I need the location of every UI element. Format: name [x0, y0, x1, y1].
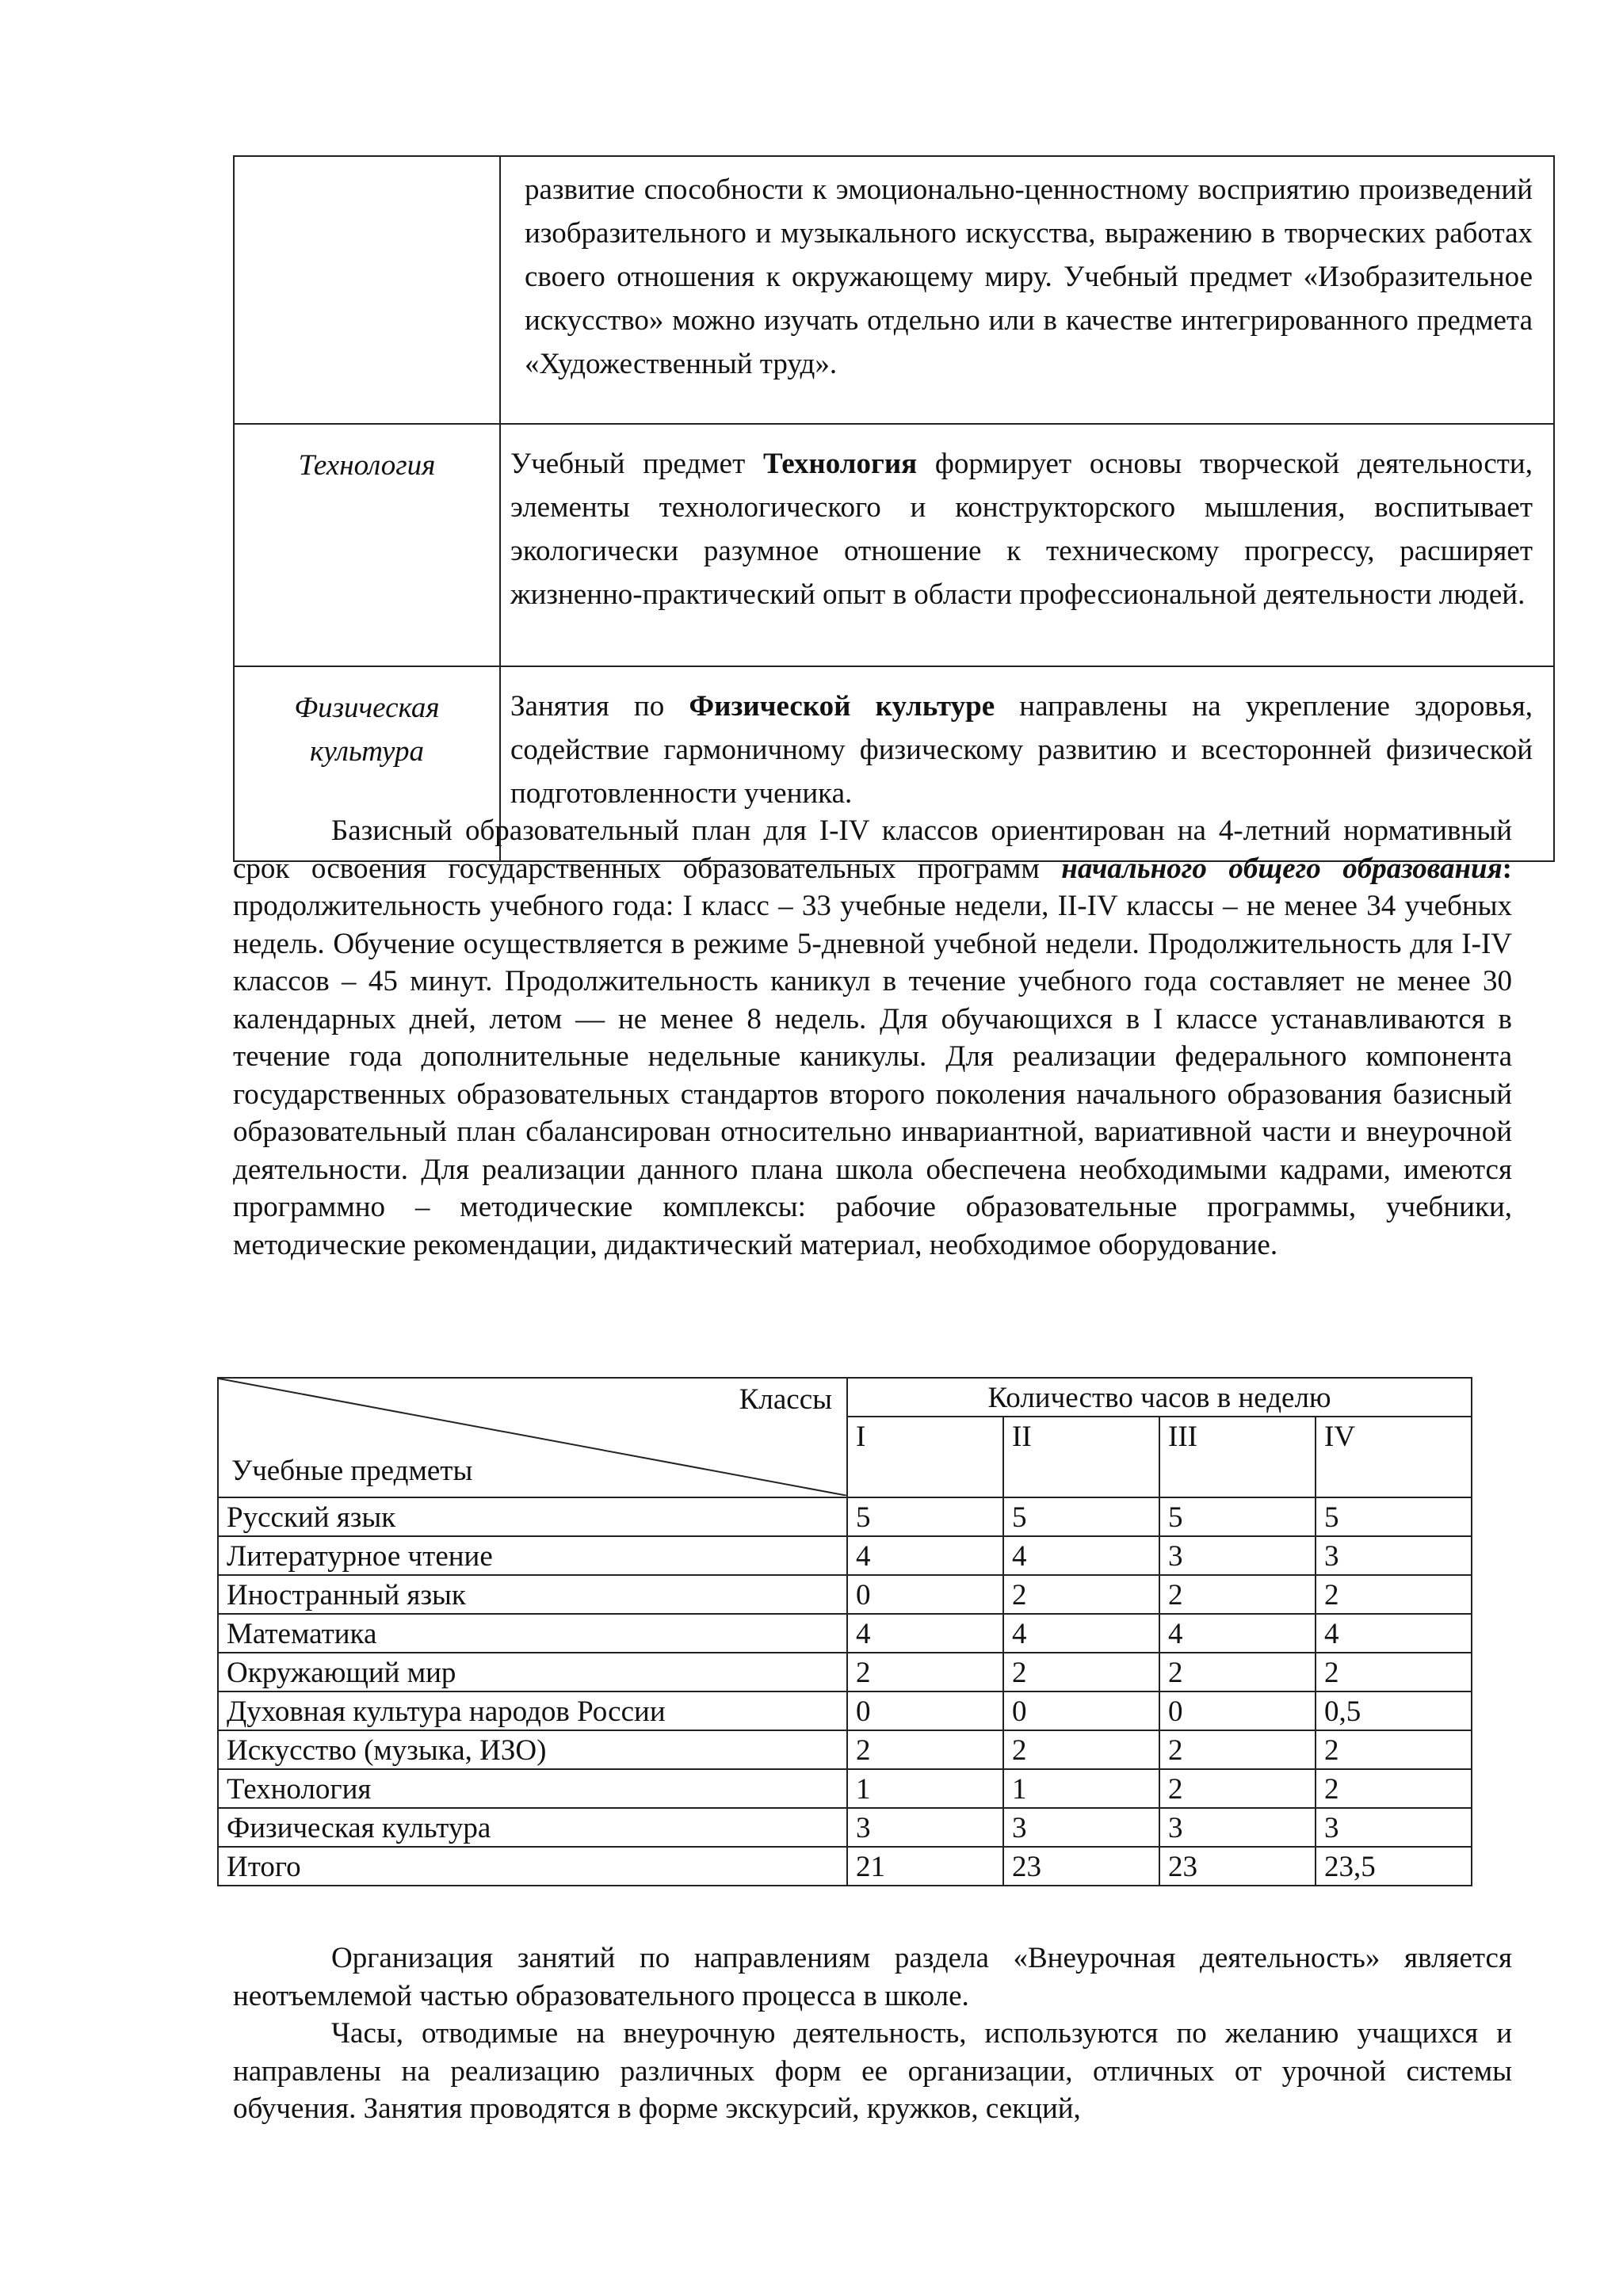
- hours-value-cell: 1: [847, 1769, 1003, 1808]
- hours-value-cell: 2: [1003, 1730, 1159, 1769]
- hours-value-cell: 3: [847, 1808, 1003, 1847]
- hours-value-cell: 5: [847, 1497, 1003, 1536]
- hours-value-cell: 4: [1003, 1536, 1159, 1575]
- subject-name-cell: Технология: [234, 424, 500, 666]
- hours-value-cell: 2: [1003, 1653, 1159, 1691]
- hours-value-cell: 0: [1003, 1691, 1159, 1730]
- hours-value-cell: 2: [1159, 1653, 1316, 1691]
- class-header-cell: I: [847, 1417, 1003, 1497]
- table-row: [218, 1614, 1472, 1653]
- subject-cell: Искусство (музыка, ИЗО): [218, 1730, 847, 1769]
- subject-cell: Литературное чтение: [218, 1536, 847, 1575]
- table-row: [218, 1808, 1472, 1847]
- table-row: [234, 424, 1554, 666]
- hours-value-cell: 0: [1159, 1691, 1316, 1730]
- hours-value-cell: 21: [847, 1847, 1003, 1886]
- table-row: [218, 1575, 1472, 1614]
- description-text: направлены на укрепление здоровья, содействие гармоничному физическому развитию и всесторонней физической подготовленности ученика.: [510, 690, 1533, 810]
- subject-cell: Духовная культура народов России: [218, 1691, 847, 1730]
- hours-value-cell: 3: [1159, 1808, 1316, 1847]
- hours-value-cell: 3: [1003, 1808, 1159, 1847]
- hours-value-cell: 3: [1159, 1536, 1316, 1575]
- description-bold-subject: Технология: [762, 448, 918, 480]
- hours-value-cell: 4: [847, 1614, 1003, 1653]
- table-header-row: [218, 1378, 1472, 1417]
- subject-cell: Окружающий мир: [218, 1653, 847, 1691]
- description-text: формирует основы творческой деятельности, элементы технологического и конструкторского мышления, воспитывает экологически разумное отношение к техническому прогрессу, расширяет жизненно-практический опыт в области профессиональной деятельности людей.: [510, 448, 1533, 611]
- subject-name-line: Физическая: [294, 692, 440, 724]
- hours-value-cell: 5: [1316, 1497, 1472, 1536]
- hours-value-cell: 1: [1003, 1769, 1159, 1808]
- hours-value-cell: 4: [1003, 1614, 1159, 1653]
- table-row: [218, 1730, 1472, 1769]
- paragraph-hours-usage: Часы, отводимые на внеурочную деятельность, используются по желанию учащихся и направлены на реализацию различных форм ее организации, отличных от урочной системы обучения. Занятия проводятся в форме экскурсий, кружков, секций,: [233, 2017, 1512, 2125]
- class-header-cell: II: [1003, 1417, 1159, 1497]
- hours-value-cell: 5: [1159, 1497, 1316, 1536]
- hours-value-cell: 2: [1316, 1653, 1472, 1691]
- subject-cell: Итого: [218, 1847, 847, 1886]
- class-header-cell: III: [1159, 1417, 1316, 1497]
- hours-value-cell: 2: [1316, 1769, 1472, 1808]
- hours-value-cell: 2: [1316, 1575, 1472, 1614]
- hours-table-body: [218, 1497, 1472, 1886]
- subject-description-cell: [500, 424, 1554, 666]
- paragraph-emphasis: начального общего образования: [1061, 852, 1503, 885]
- hours-value-cell: 2: [1316, 1730, 1472, 1769]
- weekly-hours-table: [217, 1377, 1472, 1886]
- hours-value-cell: 0: [847, 1575, 1003, 1614]
- table-row: [218, 1497, 1472, 1536]
- hours-value-cell: 2: [847, 1730, 1003, 1769]
- description-text: Учебный предмет: [510, 448, 763, 480]
- hours-value-cell: 2: [1159, 1575, 1316, 1614]
- table-row: [218, 1653, 1472, 1691]
- subject-cell: Русский язык: [218, 1497, 847, 1536]
- subject-description-table: [233, 155, 1555, 862]
- hours-value-cell: 4: [847, 1536, 1003, 1575]
- corner-label-classes: Классы: [739, 1383, 832, 1416]
- table-row: [234, 156, 1554, 424]
- table-row: [218, 1536, 1472, 1575]
- corner-label-subjects: Учебные предметы: [231, 1455, 473, 1487]
- paragraph-text: продолжительность учебного года: I класс – 33 учебные недели, II-IV классы – не менее 34 учебных недель. Обучение осуществляется в режиме 5-дневной учебной недели. Продолжительность для I-IV классов – 45 минут. Продолжительность каникул в течение учебного года составляет не менее 30 календарных дней, летом — не менее 8 недель. Для обучающихся в I классе устанавливаются в течение года дополнительные недельные каникулы. Для реализации федерального компонента государственных образовательных стандартов второго поколения начального образования базисный образовательный план сбалансирован относительно инвариантной, вариативной части и внеурочной деятельности. Для реализации данного плана школа обеспечена необходимыми кадрами, имеются программно – методические комплексы: рабочие образовательные программы, учебники, методические рекомендации, дидактический материал, необходимое оборудование.: [233, 890, 1513, 1261]
- hours-value-cell: 4: [1159, 1614, 1316, 1653]
- hours-value-cell: 0,5: [1316, 1691, 1472, 1730]
- hours-value-cell: 2: [1159, 1769, 1316, 1808]
- hours-value-cell: 23,5: [1316, 1847, 1472, 1886]
- hours-value-cell: 3: [1316, 1808, 1472, 1847]
- hours-value-cell: 0: [847, 1691, 1003, 1730]
- hours-value-cell: 2: [847, 1653, 1003, 1691]
- table-corner-cell: [218, 1378, 847, 1497]
- hours-value-cell: 23: [1159, 1847, 1316, 1886]
- subject-cell: Иностранный язык: [218, 1575, 847, 1614]
- description-text: Занятия по: [510, 690, 689, 723]
- subject-name-line: культура: [310, 735, 424, 768]
- hours-value-cell: 5: [1003, 1497, 1159, 1536]
- paragraph-extracurricular: Организация занятий по направлениям раздела «Внеурочная деятельность» является неотъемлемой частью образовательного процесса в школе.: [233, 1942, 1512, 2012]
- subject-cell: Физическая культура: [218, 1808, 847, 1847]
- description-bold-subject: Физической культуре: [689, 690, 995, 723]
- table-row: [218, 1847, 1472, 1886]
- hours-value-cell: 2: [1003, 1575, 1159, 1614]
- subject-cell: Технология: [218, 1769, 847, 1808]
- class-header-cell: IV: [1316, 1417, 1472, 1497]
- subject-name-cell: [234, 156, 500, 424]
- subject-cell: Математика: [218, 1614, 847, 1653]
- paragraph-text: Базисный образовательный план для I-IV классов ориентирован на 4-летний нормативный срок освоения государственных образовательных программ: [233, 814, 1512, 885]
- table-row: [218, 1769, 1472, 1808]
- paragraph-basic-plan: [233, 812, 1512, 1264]
- subject-description-cell: развитие способности к эмоционально-ценностному восприятию произведений изобразительного и музыкального искусства, выражению в творческих работах своего отношения к окружающему миру. Учебный предмет «Изобразительное искусство» можно изучать отдельно или в качестве интегрированного предмета «Художественный труд».: [500, 156, 1554, 424]
- hours-value-cell: 3: [1316, 1536, 1472, 1575]
- table-row: [218, 1691, 1472, 1730]
- paragraph-colon: :: [1502, 852, 1512, 885]
- group-header-cell: Количество часов в неделю: [847, 1378, 1472, 1417]
- hours-value-cell: 4: [1316, 1614, 1472, 1653]
- hours-value-cell: 2: [1159, 1730, 1316, 1769]
- hours-value-cell: 23: [1003, 1847, 1159, 1886]
